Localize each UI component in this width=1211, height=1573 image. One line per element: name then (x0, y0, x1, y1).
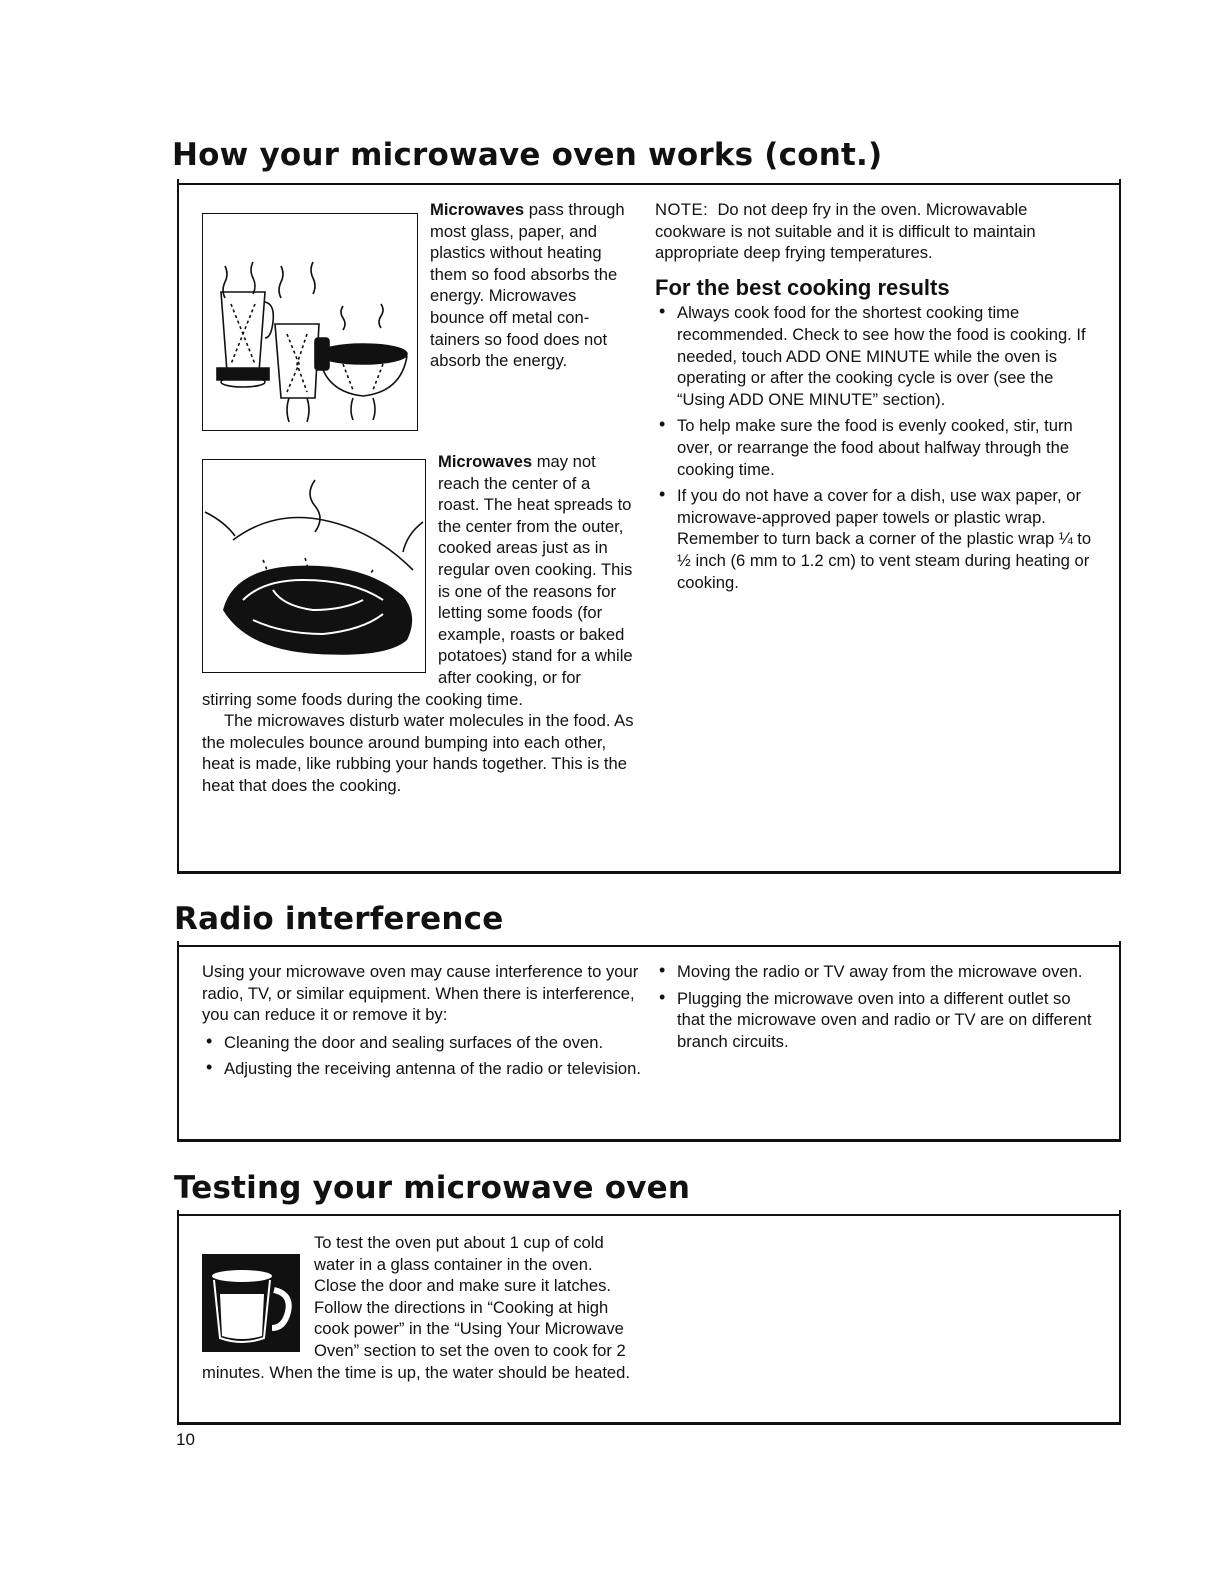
microwaves-pass-text: pass through most glass, paper, and plastics without heating them so food absorbs the energy. Microwaves bounce off metal con-tainers so food does not absorb the energy. (430, 200, 625, 371)
radio-right-list (655, 961, 1095, 1052)
roast-center-text: may not reach the center of a roast. The heat spreads to the center from the outer, cooked areas just as in regular oven cooking. This is one of the reasons for letting some foods (for example, roasts or baked potatoes) stand for a while after cooking, or for stirring some foods during the cooking time. (202, 452, 633, 709)
radio-intro-text: Using your microwave oven may cause interference to your radio, TV, or similar equipment. When there is interference, you can reduce it or remove it by: (202, 962, 639, 1025)
list-item: • If you do not have a cover for a dish, use wax paper, or microwave-approved paper towels or plastic wrap. Remember to turn back a corner of the plastic wrap ¼ to ½ inch (6 mm to 1.2 cm) to vent steam during heating or cooking. (655, 485, 1095, 593)
water-molecules-text: The microwaves disturb water molecules in the food. As the molecules bounce around bumping into each other, heat is made, like rubbing your hands together. This is the heat that does the cooking. (202, 711, 634, 795)
list-item: • To help make sure the food is evenly cooked, stir, turn over, or rearrange the food about halfway through the cooking time. (655, 415, 1095, 480)
page-number: 10 (176, 1430, 195, 1449)
microwave-containers-illustration-icon (203, 214, 417, 430)
note-text: Do not deep fry in the oven. Microwavable cookware is not suitable and it is difficult to maintain appropriate deep frying temperatures. (655, 200, 1036, 263)
note-label: NOTE: (655, 200, 709, 219)
list-item: • Always cook food for the shortest cooking time recommended. Check to see how the food is cooking. If needed, touch ADD ONE MINUTE while the oven is operating or after the cooking cycle is over (see the “Using ADD ONE MINUTE” section). (655, 302, 1095, 410)
best-results-heading: For the best cooking results (655, 274, 950, 300)
section-title-radio-interference: Radio interference (174, 901, 504, 937)
testing-box (177, 1214, 1121, 1425)
roast-figure (202, 459, 426, 673)
radio-left-list (202, 1032, 642, 1080)
best-results-list (655, 302, 1095, 593)
section-title-how-it-works: How your microwave oven works (cont.) (172, 137, 883, 173)
list-item: • Plugging the microwave oven into a different outlet so that the microwave oven and radio or TV are on different branch circuits. (655, 988, 1095, 1053)
radio-interference-box (177, 945, 1121, 1142)
section-title-testing: Testing your microwave oven (174, 1170, 691, 1206)
microwaves-lead-1: Microwaves (430, 200, 525, 219)
microwaves-lead-2: Microwaves (438, 452, 533, 471)
microwave-containers-figure (202, 213, 418, 431)
list-item: • Moving the radio or TV away from the microwave oven. (655, 961, 1095, 983)
testing-text: To test the oven put about 1 cup of cold water in a glass container in the oven. Close the door and make sure it latches. Follow the directions in “Cooking at high cook power” in the “Using Your Microwave Oven” section to set the oven to cook for 2 minutes. When the time is up, the water should be heated. (202, 1233, 630, 1382)
list-item: • Cleaning the door and sealing surfaces of the oven. (202, 1032, 642, 1054)
roast-heating-illustration-icon (203, 460, 425, 672)
measuring-cup-icon (202, 1254, 300, 1352)
list-item: • Adjusting the receiving antenna of the radio or television. (202, 1058, 642, 1080)
how-it-works-box (177, 183, 1121, 874)
measuring-cup-figure (202, 1254, 300, 1352)
